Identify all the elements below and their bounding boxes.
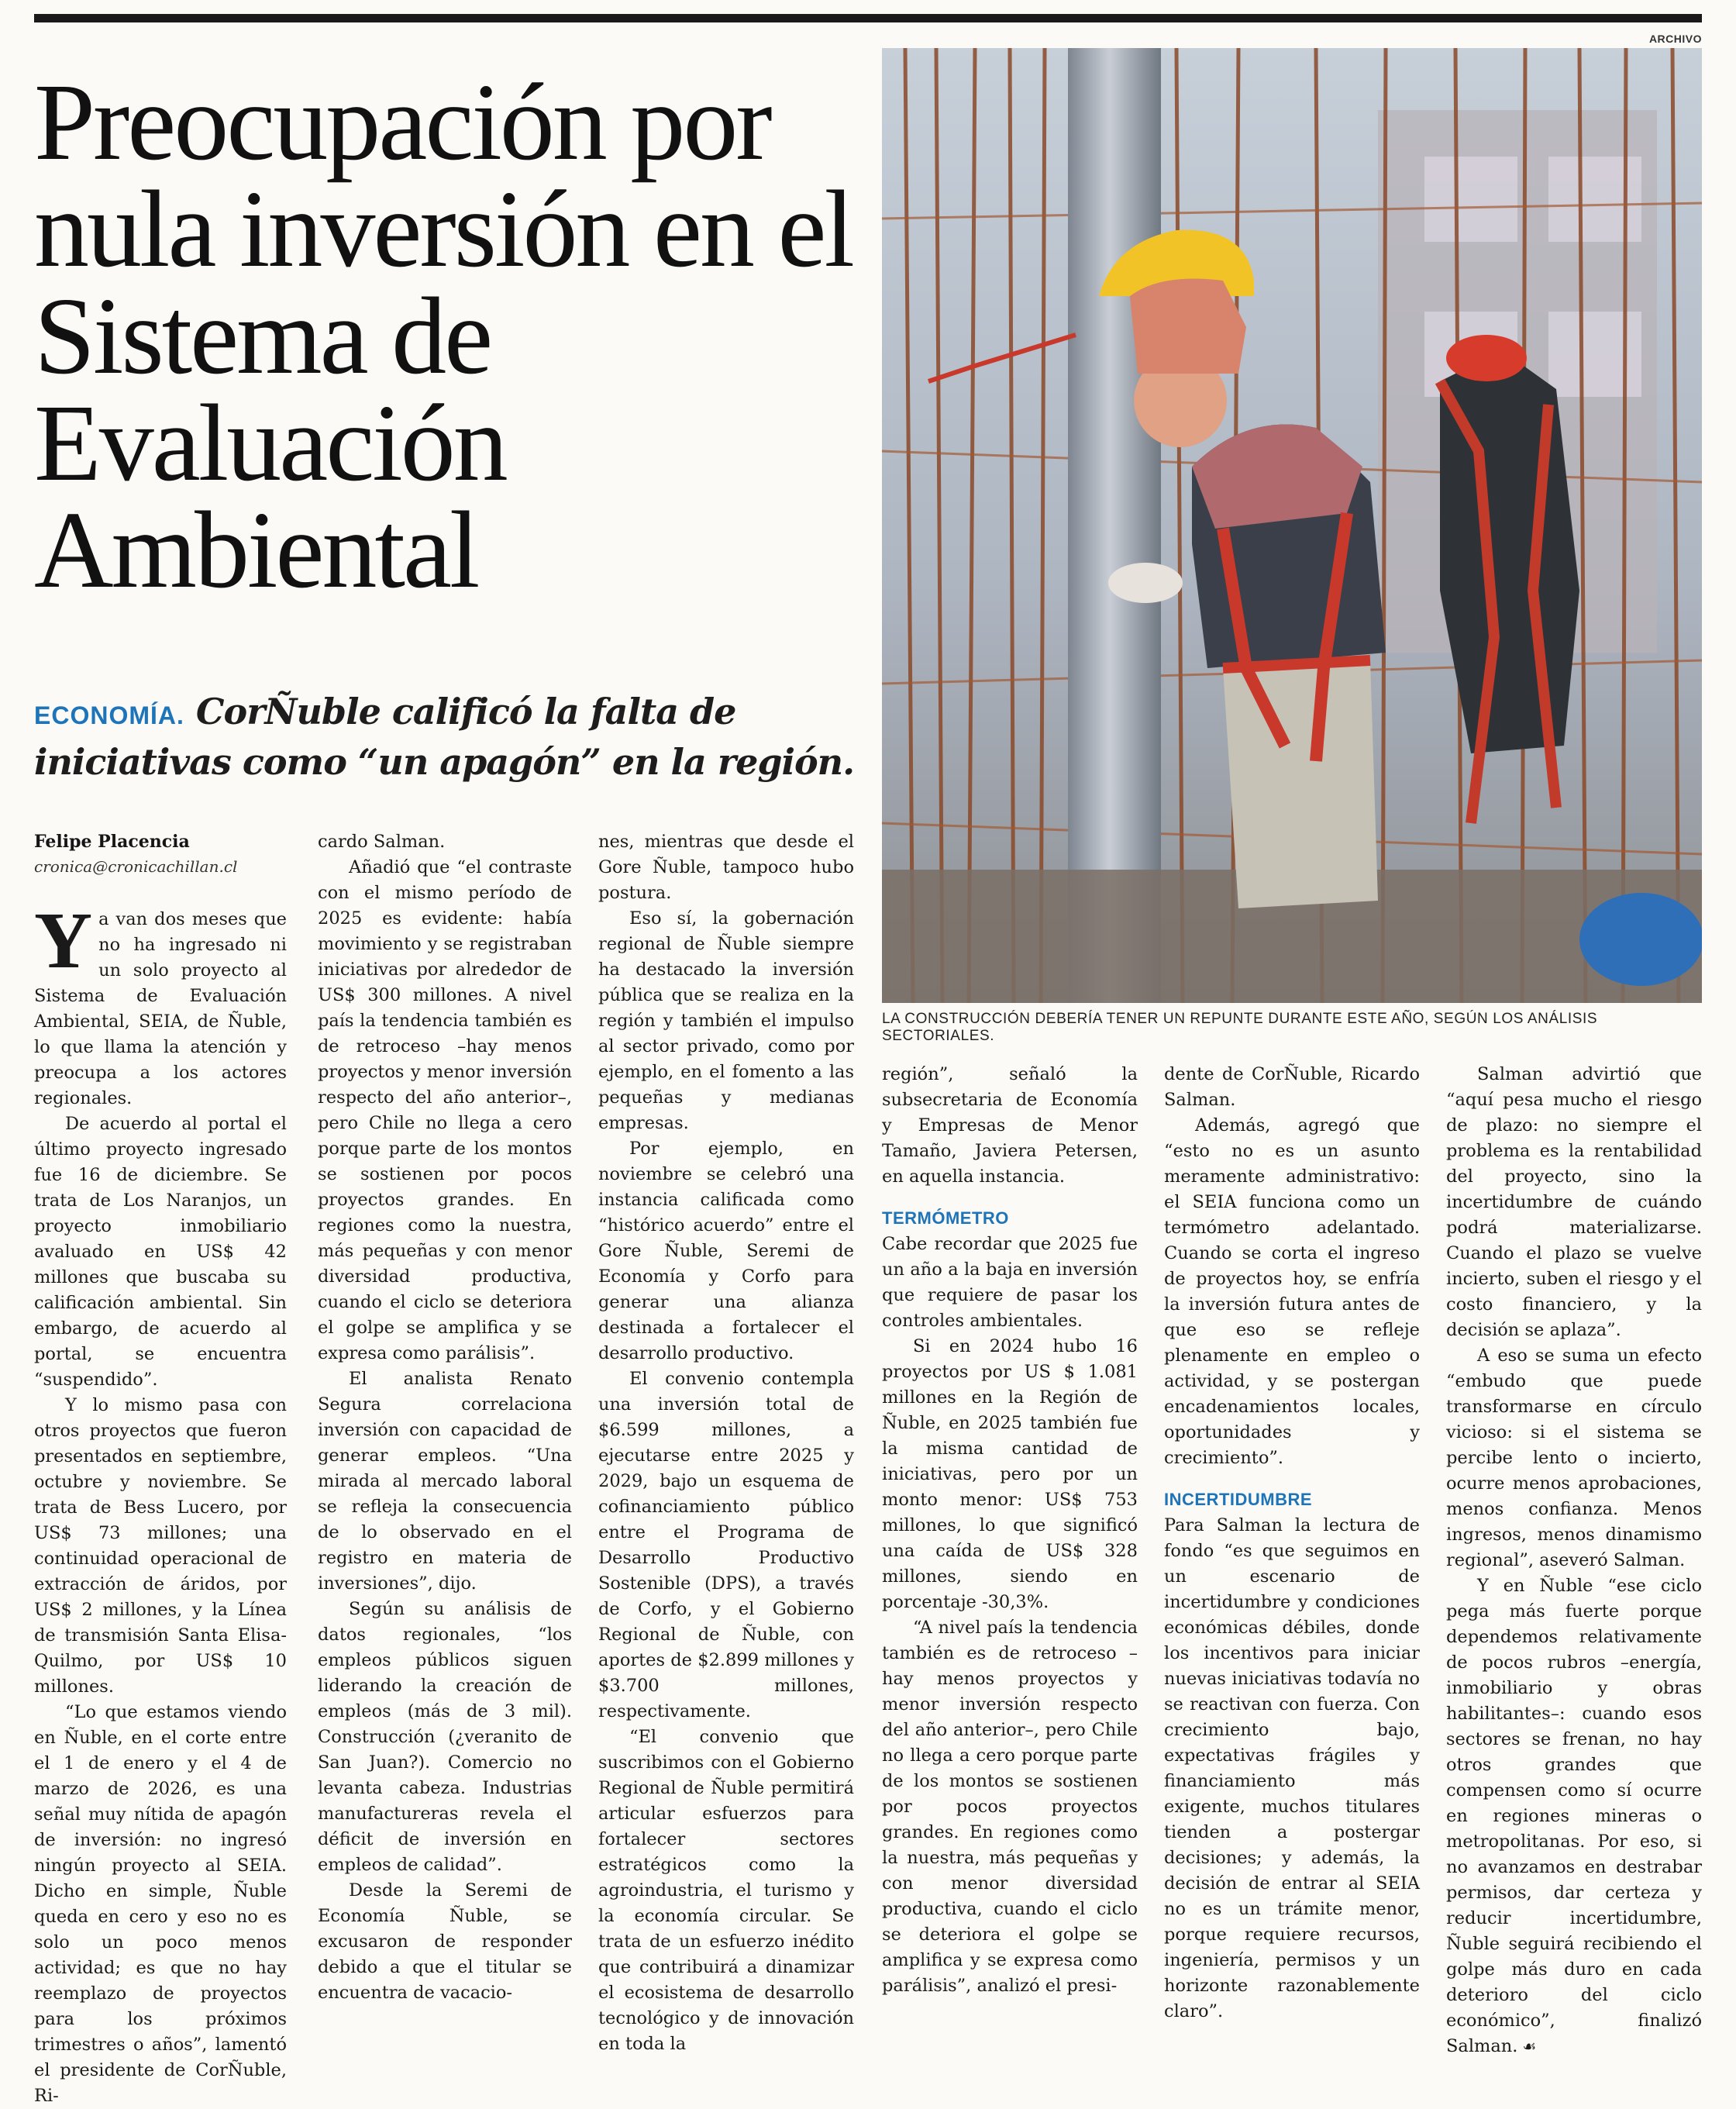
- paragraph: “A nivel país la tendencia también es de retroceso –hay menos proyectos y menor inversión respecto del año anterior–, pero Chile no llega a cero porque parte de los montos se sostienen por pocos proyectos grandes. En regiones como la nuestra, más pequeñas y con menor diversidad productiva, cuando el ciclo se deteriora el golpe se amplifica y se expresa como parálisis”, analizó el presi-: [882, 1618, 1138, 1996]
- construction-workers-image: [882, 48, 1702, 1003]
- article-column-4: [882, 1062, 1138, 1999]
- paragraph: De acuerdo al portal el último proyecto ingresado fue 16 de diciembre. Se trata de Los Naranjos, un proyecto inmobiliario avaluado en US$ 42 millones que buscaba su calificación ambiental. Sin embargo, de acuerdo al portal, se encuentra “suspendido”.: [34, 1114, 287, 1390]
- paragraph: Desde la Seremi de Economía Ñuble, se excusaron de responder debido a que el titular se encuentra de vacacio-: [318, 1880, 572, 2003]
- article-column-3: [598, 829, 854, 2057]
- closing-text: Y en Ñuble “ese ciclo pega más fuerte porque dependemos relativamente de pocos rubros –energía, inmobiliario y obras habilitantes–: cuando esos sectores se frenan, no hay otros grandes que compensen como sí ocurre en regiones mineras o metropolitanas. Por eso, si no avanzamos en destrabar permisos, dar certeza y reducir incertidumbre, Ñuble seguirá recibiendo el golpe más duro en cada deterioro del ciclo económico”, finalizó Salman.: [1446, 1576, 1702, 2056]
- kicker-text: CorÑuble calificó la falta de iniciativas como “un apagón” en la región.: [34, 691, 855, 783]
- construction-photo: [882, 48, 1702, 1003]
- paragraph: Por ejemplo, en noviembre se celebró una instancia calificada como “histórico acuerdo” entre el Gore Ñuble, Seremi de Economía y Corfo para generar una alianza destinada a fortalecer el desarrollo productivo.: [598, 1139, 854, 1363]
- top-rule: [34, 14, 1702, 22]
- paragraph: Además, agregó que “esto no es un asunto meramente administrativo: el SEIA funciona como un termómetro adelantado. Cuando se corta el ingreso de proyectos hoy, se enfría la inversión futura antes de que eso se refleje plenamente en empleo o actividad, y se postergan encadenamientos locales, oportunidades y crecimiento”.: [1164, 1115, 1420, 1468]
- kicker: [34, 688, 856, 785]
- paragraph: cardo Salman.: [318, 832, 446, 852]
- paragraph: nes, mientras que desde el Gore Ñuble, tampoco hubo postura.: [598, 832, 854, 903]
- lead-paragraph: [34, 896, 287, 1111]
- paragraph: “El convenio que suscribimos con el Gobierno Regional de Ñuble permitirá articular esfuerzos para fortalecer sectores estratégicos como la agroindustria, el turismo y la economía circular. Se trata de un esfuerzo inédito que contribuirá a dinamizar el ecosistema de desarrollo tecnológico y de innovación en toda la: [598, 1727, 854, 2054]
- subhead-incertidumbre: INCERTIDUMBRE: [1164, 1490, 1313, 1509]
- drop-cap: Y: [34, 896, 93, 985]
- paragraph: Eso sí, la gobernación regional de Ñuble siempre ha destacado la inversión pública que se realiza en la región y también el impulso al sector privado, como por ejemplo, en el fomento a las pequeñas y medianas empresas.: [598, 908, 854, 1133]
- subhead-termometro: TERMÓMETRO: [882, 1208, 1009, 1228]
- paragraph: Salman advirtió que “aquí pesa mucho el riesgo de plazo: no siempre el problema es la rentabilidad del proyecto, sino la incertidumbre de cuándo podrá materializarse. Cuando el plazo se vuelve incierto, suben el riesgo y el costo financiero, y la decisión se aplaza”.: [1446, 1064, 1702, 1340]
- paragraph: A eso se suma un efecto “embudo que puede transformarse en círculo vicioso: si el sistema se percibe lento o incierto, ocurre menos aprobaciones, menos confianza. Menos ingresos, menos dinamismo regional”, aseveró Salman.: [1446, 1346, 1702, 1570]
- photo-caption: LA CONSTRUCCIÓN DEBERÍA TENER UN REPUNTE DURANTE ESTE AÑO, SEGÚN LOS ANÁLISIS SECTORIALES.: [882, 1011, 1598, 1044]
- headline: Preocupación por nula inversión en el Sistema de Evaluación Ambiental: [34, 60, 852, 611]
- paragraph: Cabe recordar que 2025 fue un año a la baja en inversión que requiere de pasar los controles ambientales.: [882, 1234, 1138, 1331]
- closing-paragraph: [1446, 1573, 1702, 2059]
- paragraph: Según su análisis de datos regionales, “los empleos públicos siguen liderando la creación de empleos (más de 3 mil). Construcción (¿veranito de San Juan?). Comercio no levanta cabeza. Industrias manufactureras revela el déficit de inversión en empleos de calidad”.: [318, 1599, 572, 1875]
- section-label: ECONOMÍA.: [34, 701, 184, 729]
- photo-credit: ARCHIVO: [1648, 33, 1702, 45]
- article-column-1: [34, 896, 287, 2109]
- lead-text: a van dos meses que no ha ingresado ni un solo proyecto al Sistema de Evaluación Ambiental, SEIA, de Ñuble, lo que llama la atención y preocupa a los actores regionales.: [34, 909, 287, 1108]
- paragraph: Y lo mismo pasa con otros proyectos que fueron presentados en septiembre, octubre y noviembre. Se trata de Bess Lucero, por US$ 73 millones; una continuidad operacional de extracción de áridos, por US$ 2 millones, y la Línea de transmisión Santa Elisa-Quilmo, por US$ 10 millones.: [34, 1395, 287, 1697]
- paragraph: Para Salman la lectura de fondo “es que seguimos en un escenario de incertidumbre y condiciones económicas débiles, donde los incentivos para iniciar nuevas iniciativas todavía no se reactivan con fuerza. Con crecimiento bajo, expectativas frágiles y financiamiento más exigente, muchos titulares tienden a postergar decisiones; y además, la decisión de entrar al SEIA no es un trámite menor, porque requiere recursos, ingeniería, permisos y un horizonte razonablemente claro”.: [1164, 1515, 1420, 2021]
- end-of-article-icon: ☙: [1522, 2037, 1537, 2056]
- byline: [34, 829, 282, 879]
- author-email[interactable]: cronica@cronicachillan.cl: [34, 857, 238, 876]
- paragraph: El analista Renato Segura correlaciona inversión con capacidad de generar empleos. “Una mirada al mercado laboral se refleja la consecuencia de lo observado en el registro en materia de inversiones”, dijo.: [318, 1369, 572, 1594]
- article-column-5: [1164, 1062, 1420, 2025]
- article-column-6: [1446, 1062, 1702, 2059]
- paragraph: dente de CorÑuble, Ricardo Salman.: [1164, 1064, 1420, 1110]
- article-column-2: [318, 829, 572, 2006]
- author-name: Felipe Placencia: [34, 832, 190, 852]
- paragraph: Si en 2024 hubo 16 proyectos por US $ 1.081 millones en la Región de Ñuble, en 2025 también fue la misma cantidad de iniciativas, pero por un monto menor: US$ 753 millones, lo que significó una caída de US$ 328 millones, siendo en porcentaje -30,3%.: [882, 1336, 1138, 1612]
- paragraph: región”, señaló la subsecretaria de Economía y Empresas de Menor Tamaño, Javiera Petersen, en aquella instancia.: [882, 1064, 1138, 1187]
- paragraph: El convenio contempla una inversión total de $6.599 millones, a ejecutarse entre 2025 y 2029, bajo un esquema de cofinanciamiento público entre el Programa de Desarrollo Productivo Sostenible (DPS), a través de Corfo, y el Gobierno Regional de Ñuble, con aportes de $2.899 millones y $3.700 millones, respectivamente.: [598, 1369, 854, 1721]
- paragraph: “Lo que estamos viendo en Ñuble, en el corte entre el 1 de enero y el 4 de marzo de 2026, es una señal muy nítida de apagón de inversión: no ingresó ningún proyecto al SEIA. Dicho en simple, Ñuble queda en cero y eso no es solo un poco menos actividad; es que no hay reemplazo de proyectos para los próximos trimestres o años”, lamentó el presidente de CorÑuble, Ri-: [34, 1702, 287, 2106]
- paragraph: Añadió que “el contraste con el mismo período de 2025 es evidente: había movimiento y se registraban iniciativas por alrededor de US$ 300 millones. A nivel país la tendencia también es de retroceso –hay menos proyectos y menor inversión respecto del año anterior–, pero Chile no llega a cero porque parte de los montos se sostienen por pocos proyectos grandes. En regiones como la nuestra, más pequeñas y con menor diversidad productiva, cuando el ciclo se deteriora el golpe se amplifica y se expresa como parálisis”.: [318, 857, 572, 1363]
